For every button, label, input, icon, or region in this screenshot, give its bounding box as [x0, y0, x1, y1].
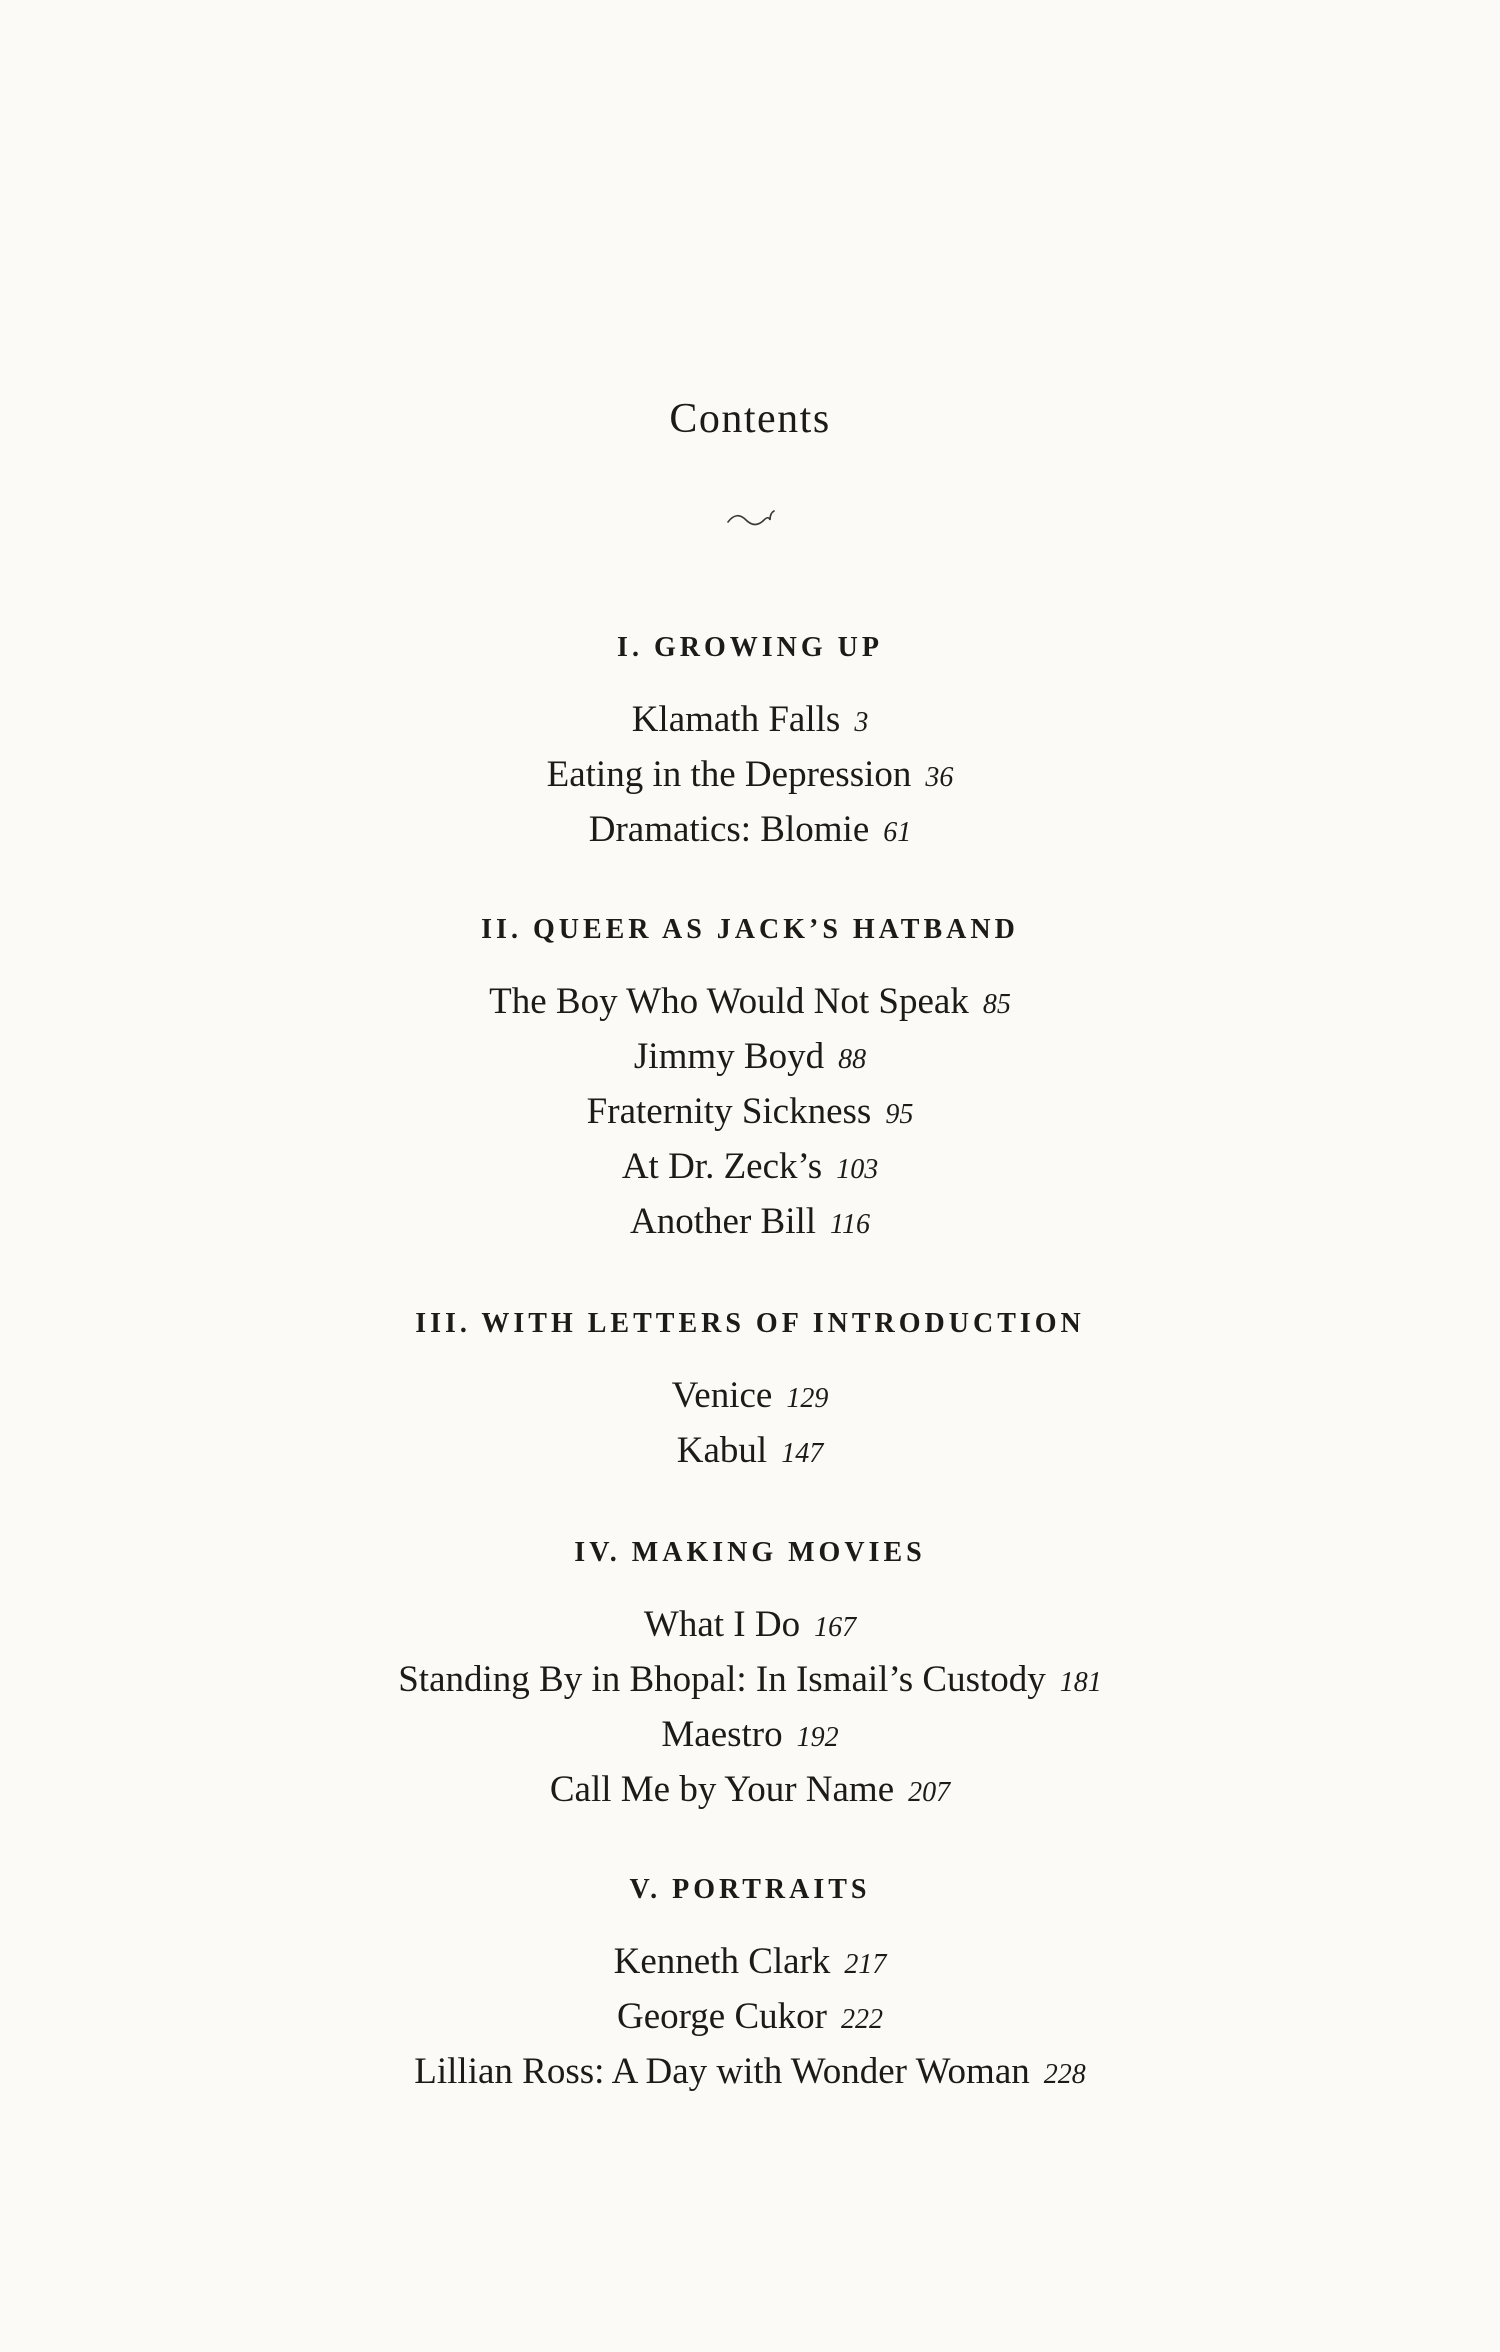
entry-page-number: 147 — [781, 1438, 824, 1469]
entry-title: Maestro — [661, 1714, 783, 1755]
entry-page-number: 36 — [925, 762, 954, 793]
toc-entry[interactable] — [0, 1934, 1500, 1989]
toc-section-with-letters-of-introduction — [0, 1310, 1500, 1478]
entry-page-number: 217 — [844, 1949, 887, 1980]
entry-title: Lillian Ross: A Day with Wonder Woman — [414, 2051, 1030, 2092]
entry-page-number: 61 — [883, 817, 912, 848]
entry-title: Standing By in Bhopal: In Ismail’s Custody — [398, 1659, 1046, 1700]
toc-entry[interactable] — [0, 802, 1500, 857]
entry-page-number: 95 — [885, 1099, 914, 1130]
entry-title: Klamath Falls — [631, 699, 841, 740]
toc-entry[interactable] — [0, 1652, 1500, 1707]
toc-entry[interactable] — [0, 1989, 1500, 2044]
section-heading: I. GROWING UP — [617, 632, 883, 663]
entry-page-number: 228 — [1043, 2059, 1086, 2090]
entry-title: George Cukor — [617, 1996, 827, 2037]
toc-entry[interactable] — [0, 1139, 1500, 1194]
section-heading: II. QUEER AS JACK’S HATBAND — [481, 914, 1019, 945]
entry-title: Venice — [671, 1375, 773, 1416]
page-title: Contents — [669, 396, 831, 442]
toc-section-growing-up — [0, 634, 1500, 857]
entry-title: Kenneth Clark — [613, 1941, 831, 1982]
entry-page-number: 88 — [838, 1044, 867, 1075]
toc-entry[interactable] — [0, 747, 1500, 802]
entry-title: Jimmy Boyd — [633, 1036, 825, 1077]
toc-section-making-movies — [0, 1539, 1500, 1817]
section-heading: IV. MAKING MOVIES — [574, 1537, 926, 1568]
toc-section-queer-as-jacks-hatband — [0, 916, 1500, 1249]
entry-title: Kabul — [676, 1430, 768, 1471]
entry-page-number: 129 — [786, 1383, 829, 1414]
entry-page-number: 181 — [1059, 1667, 1102, 1698]
entry-page-number: 192 — [796, 1722, 839, 1753]
entry-page-number: 207 — [908, 1777, 951, 1808]
toc-entry[interactable] — [0, 1368, 1500, 1423]
toc-entry[interactable] — [0, 1762, 1500, 1817]
toc-section-portraits — [0, 1876, 1500, 2099]
entry-title: At Dr. Zeck’s — [621, 1146, 823, 1187]
entry-title: Fraternity Sickness — [586, 1091, 872, 1132]
entry-title: Another Bill — [630, 1201, 817, 1242]
entry-page-number: 103 — [836, 1154, 879, 1185]
toc-entry[interactable] — [0, 1423, 1500, 1478]
entry-page-number: 85 — [982, 989, 1011, 1020]
entry-title: The Boy Who Would Not Speak — [489, 981, 969, 1022]
toc-entry[interactable] — [0, 1194, 1500, 1249]
section-heading: III. WITH LETTERS OF INTRODUCTION — [415, 1308, 1085, 1339]
entry-title: Dramatics: Blomie — [588, 809, 870, 850]
entry-page-number: 222 — [840, 2004, 883, 2035]
toc-entry[interactable] — [0, 692, 1500, 747]
ornament-flourish-icon — [720, 508, 780, 532]
entry-page-number: 116 — [830, 1209, 870, 1240]
entry-page-number: 3 — [854, 707, 869, 738]
section-heading: V. PORTRAITS — [629, 1874, 871, 1905]
toc-entry[interactable] — [0, 1707, 1500, 1762]
entry-page-number: 167 — [814, 1612, 857, 1643]
entry-title: Eating in the Depression — [546, 754, 912, 795]
toc-entry[interactable] — [0, 1029, 1500, 1084]
toc-entry[interactable] — [0, 974, 1500, 1029]
entry-title: Call Me by Your Name — [549, 1769, 895, 1810]
entry-title: What I Do — [643, 1604, 801, 1645]
toc-entry[interactable] — [0, 1597, 1500, 1652]
toc-entry[interactable] — [0, 1084, 1500, 1139]
toc-entry[interactable] — [0, 2044, 1500, 2099]
